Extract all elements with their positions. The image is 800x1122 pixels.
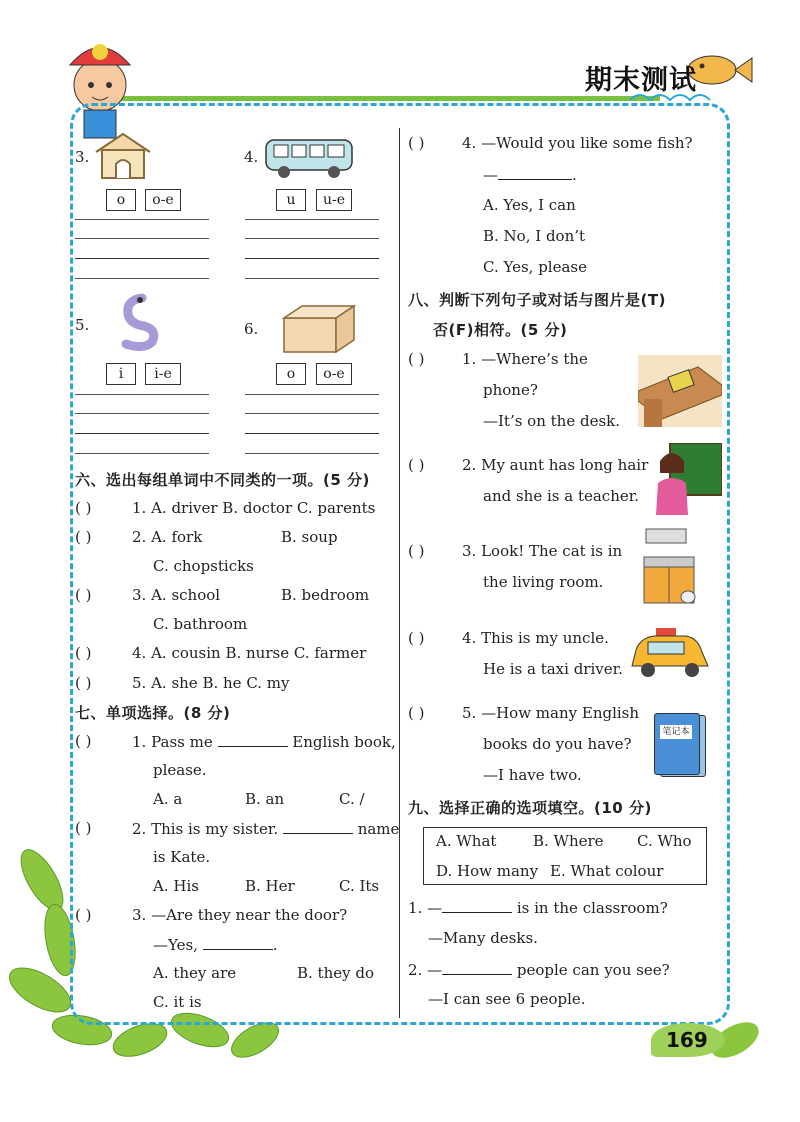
answer-paren[interactable]: ( ) (75, 586, 92, 604)
sec8-q2-b: and she is a teacher. (483, 487, 640, 505)
sec7-q1-line (132, 732, 396, 751)
sec8-q2-a: 2. My aunt has long hair (462, 456, 649, 474)
sec7-q3-c: . (272, 936, 278, 954)
writing-line (245, 258, 379, 259)
phonics-q3-number: 3. (75, 148, 90, 166)
sec7-q3-opt-a: A. they are (153, 964, 237, 982)
fill-blank[interactable] (203, 935, 273, 950)
sec7-q2-b: name (357, 820, 400, 838)
sec7-q1-c: please. (153, 761, 207, 779)
column-divider (399, 128, 400, 1018)
fill-blank[interactable] (218, 732, 288, 747)
sec8-q3-a: 3. Look! The cat is in (462, 542, 623, 560)
sec7-q4-b: — (483, 166, 498, 184)
sec7-q1-b: English book, (292, 733, 396, 751)
writing-line (75, 433, 209, 434)
sec6-q1: 1. A. driver B. doctor C. parents (132, 499, 376, 517)
answer-paren[interactable]: ( ) (75, 906, 92, 924)
section-6-title: 六、选出每组单词中不同类的一项。(5 分) (75, 471, 370, 489)
sec7-q3-opt-c: C. it is (153, 993, 202, 1011)
option-box-u[interactable]: u (276, 189, 306, 211)
answer-paren[interactable]: ( ) (75, 674, 92, 692)
sec8-q5-a: 5. —How many English (462, 704, 640, 722)
page-number: 169 (666, 1028, 708, 1052)
sec7-q2-opt-a: A. His (153, 877, 199, 895)
notebook-icon (654, 713, 704, 775)
sec6-q5: 5. A. she B. he C. my (132, 674, 290, 692)
option-box-o-e[interactable]: o-e (145, 189, 181, 211)
sec8-q4-b: He is a taxi driver. (483, 660, 623, 678)
writing-line (245, 219, 379, 220)
sec8-q1-c: —It’s on the desk. (483, 412, 621, 430)
answer-paren[interactable]: ( ) (75, 499, 92, 517)
writing-line (75, 238, 209, 239)
option-box-o[interactable]: o (106, 189, 136, 211)
answer-paren[interactable]: ( ) (75, 819, 92, 837)
sec6-q2-b: B. soup (281, 528, 338, 546)
sec6-q3-c: C. bathroom (153, 615, 248, 633)
sec9-q2-c: —I can see 6 people. (428, 990, 586, 1008)
house-icon (88, 130, 158, 180)
kitchen-icon (640, 527, 704, 605)
sec7-q1-opt-a: A. a (153, 790, 183, 808)
option-e: E. What colour (550, 862, 664, 880)
page-title: 期末测试 (585, 65, 697, 96)
writing-line (245, 413, 379, 414)
sec7-q2-line (132, 819, 399, 838)
section-8-title-line2: 否(F)相符。(5 分) (433, 321, 568, 339)
phonics-q4-number: 4. (244, 148, 259, 166)
fill-blank[interactable] (283, 819, 353, 834)
sec8-q1-b: phone? (483, 381, 538, 399)
sec7-q4-opt-a: A. Yes, I can (483, 196, 576, 214)
phonics-q5-number: 5. (75, 316, 90, 334)
writing-line (75, 278, 209, 279)
option-d: D. How many (436, 862, 539, 880)
box-icon (276, 300, 360, 356)
answer-paren[interactable]: ( ) (75, 644, 92, 662)
option-a: A. What (436, 832, 497, 850)
answer-paren[interactable]: ( ) (75, 528, 92, 546)
sec9-q1-line (408, 898, 668, 917)
desk-phone-icon (638, 355, 722, 427)
writing-line (245, 238, 379, 239)
sec7-q3-b: —Yes, (153, 936, 198, 954)
option-box-o[interactable]: o (276, 363, 306, 385)
sec7-q1-opt-c: C. / (339, 790, 365, 808)
sec7-q2-opt-c: C. Its (339, 877, 380, 895)
section-7-title: 七、单项选择。(8 分) (75, 704, 231, 722)
header-bar (120, 96, 660, 101)
option-box-i[interactable]: i (106, 363, 136, 385)
taxi-icon (626, 626, 712, 682)
sec8-q4-a: 4. This is my uncle. (462, 629, 609, 647)
option-box-o-e[interactable]: o-e (316, 363, 352, 385)
bus-icon (262, 134, 358, 180)
snake-icon (112, 290, 168, 352)
sec8-q3-b: the living room. (483, 573, 604, 591)
answer-paren[interactable]: ( ) (75, 732, 92, 750)
writing-line (75, 394, 209, 395)
sec6-q3-b: B. bedroom (281, 586, 370, 604)
sec8-q5-c: —I have two. (483, 766, 582, 784)
sec9-q1-c: —Many desks. (428, 929, 538, 947)
writing-line (245, 394, 379, 395)
sec7-q3-opt-b: B. they do (297, 964, 374, 982)
writing-line (245, 453, 379, 454)
fill-blank[interactable] (442, 960, 512, 975)
writing-line (75, 258, 209, 259)
sec9-q1-b: is in the classroom? (516, 899, 668, 917)
sec6-q4: 4. A. cousin B. nurse C. farmer (132, 644, 367, 662)
sec7-q2-c: is Kate. (153, 848, 211, 866)
sec9-q2-line (408, 960, 670, 979)
fish-icon (688, 56, 752, 84)
sec7-q1-a: 1. Pass me (132, 733, 213, 751)
answer-paren[interactable]: ( ) (408, 350, 425, 368)
sec7-q4-c: . (572, 166, 577, 184)
writing-line (245, 278, 379, 279)
sec7-q3-line (153, 935, 278, 954)
teacher-icon (652, 443, 722, 515)
sec9-q1-a: 1. — (408, 899, 443, 917)
fill-blank[interactable] (442, 898, 512, 913)
answer-paren[interactable]: ( ) (408, 542, 425, 560)
sec7-q3-a: 3. —Are they near the door? (132, 906, 348, 924)
writing-line (75, 413, 209, 414)
fill-blank[interactable] (498, 165, 572, 180)
sec7-q4-line (483, 165, 577, 184)
sec7-q4-opt-c: C. Yes, please (483, 258, 587, 276)
option-b: B. Where (533, 832, 604, 850)
sec8-q1-a: 1. —Where’s the (462, 350, 588, 368)
sec7-q2-opt-b: B. Her (245, 877, 295, 895)
phonics-q6-number: 6. (244, 320, 259, 338)
sec7-q4-opt-b: B. No, I don’t (483, 227, 586, 245)
sec7-q1-opt-b: B. an (245, 790, 285, 808)
answer-paren[interactable]: ( ) (408, 704, 425, 722)
sec7-q2-a: 2. This is my sister. (132, 820, 279, 838)
writing-line (75, 219, 209, 220)
option-c: C. Who (637, 832, 692, 850)
writing-line (245, 433, 379, 434)
sec6-q2-a: 2. A. fork (132, 528, 203, 546)
sec8-q5-b: books do you have? (483, 735, 632, 753)
notebook-label: 笔记本 (660, 725, 692, 739)
sec7-q4-a: 4. —Would you like some fish? (462, 134, 693, 152)
sec6-q2-c: C. chopsticks (153, 557, 254, 575)
option-box-u-e[interactable]: u-e (316, 189, 352, 211)
answer-paren[interactable]: ( ) (408, 629, 425, 647)
sec6-q3-a: 3. A. school (132, 586, 221, 604)
section-9-title: 九、选择正确的选项填空。(10 分) (408, 799, 652, 817)
section-8-title: 八、判断下列句子或对话与图片是(T) (408, 291, 666, 309)
option-box-i-e[interactable]: i-e (145, 363, 181, 385)
sec9-q2-a: 2. — (408, 961, 443, 979)
answer-paren[interactable]: ( ) (408, 134, 425, 152)
sec9-q2-b: people can you see? (516, 961, 670, 979)
answer-paren[interactable]: ( ) (408, 456, 425, 474)
writing-line (75, 453, 209, 454)
